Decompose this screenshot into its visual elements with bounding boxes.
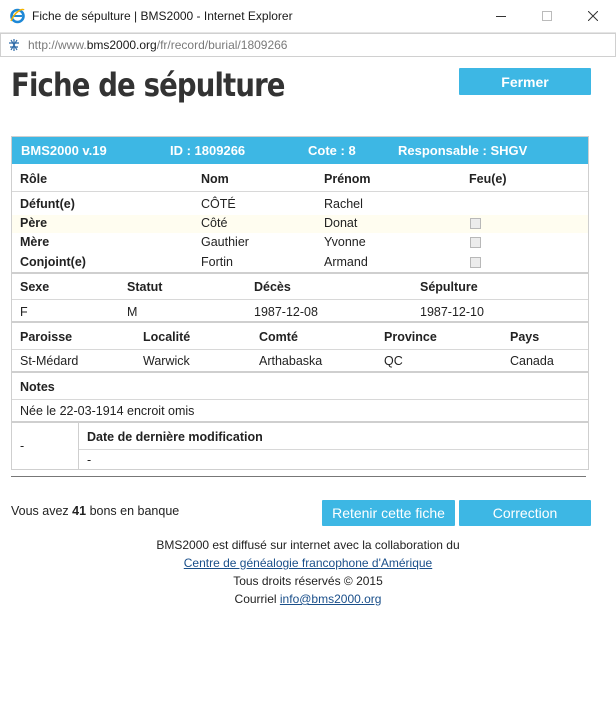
notes-label: Notes (20, 380, 55, 394)
divider (79, 449, 588, 450)
footer-rights: Tous droits réservés © 2015 (233, 574, 383, 588)
centre-link[interactable]: Centre de généalogie francophone d'Amérique (183, 556, 433, 570)
col-header-deces: Décès (254, 280, 291, 294)
window-titlebar (0, 0, 616, 33)
bank-suffix: bons en banque (89, 504, 180, 518)
section-divider (12, 321, 588, 323)
section-divider (12, 421, 588, 423)
record-id: ID : 1809266 (170, 143, 246, 158)
paroisse-value: St-Médard (20, 354, 79, 368)
role-conjoint: Conjoint(e) (20, 255, 86, 269)
col-header-sexe: Sexe (20, 280, 50, 294)
col-header-sepulture: Sépulture (420, 280, 478, 294)
col-header-province: Province (384, 330, 437, 344)
maximize-button[interactable] (524, 0, 570, 32)
maximize-icon (542, 11, 552, 21)
site-icon (6, 37, 22, 53)
feu-checkbox-conjoint (470, 257, 481, 268)
close-button[interactable]: Fermer (459, 68, 591, 95)
retain-record-button[interactable]: Retenir cette fiche (322, 500, 455, 526)
correction-button[interactable]: Correction (459, 500, 591, 526)
statut-value: M (127, 305, 138, 319)
divider (12, 349, 588, 350)
bank-count: 41 (72, 504, 87, 518)
modification-left-value: - (20, 439, 25, 453)
nom-conjoint: Fortin (201, 255, 233, 269)
record-header (12, 137, 588, 164)
col-header-role: Rôle (20, 172, 48, 186)
col-header-pays: Pays (510, 330, 540, 344)
modification-divider (78, 423, 79, 469)
close-window-button[interactable] (570, 0, 616, 32)
version-label: BMS2000 v.19 (21, 143, 107, 158)
prenom-pere: Donat (324, 216, 358, 230)
record-card (11, 136, 589, 470)
nom-pere: Côté (201, 216, 228, 230)
col-header-comte: Comté (259, 330, 298, 344)
window-title: Fiche de sépulture | BMS2000 - Internet Explorer (32, 9, 293, 23)
email-link[interactable]: info@bms2000.org (279, 592, 382, 606)
section-divider (12, 371, 588, 373)
nom-mere: Gauthier (201, 235, 249, 249)
divider (12, 299, 588, 300)
bank-prefix: Vous avez (11, 504, 69, 518)
prenom-defunt: Rachel (324, 197, 363, 211)
footer (0, 536, 616, 608)
address-bar[interactable] (0, 33, 616, 57)
divider (12, 191, 588, 192)
page-title: Fiche de sépulture (11, 66, 285, 104)
feu-checkbox-pere (470, 218, 481, 229)
section-divider (12, 272, 588, 274)
role-pere: Père (20, 216, 48, 230)
prenom-mere: Yvonne (324, 235, 366, 249)
col-header-statut: Statut (127, 280, 163, 294)
pays-value: Canada (510, 354, 554, 368)
cote-label: Cote : 8 (308, 143, 356, 158)
bank-status (11, 504, 179, 518)
address-url: http://www.bms2000.org/fr/record/burial/1809266 (28, 38, 288, 52)
col-header-feu: Feu(e) (469, 172, 507, 186)
col-header-paroisse: Paroisse (20, 330, 73, 344)
notes-text: Née le 22-03-1914 encroit omis (20, 404, 195, 418)
feu-checkbox-mere (470, 237, 481, 248)
prenom-conjoint: Armand (324, 255, 368, 269)
comte-value: Arthabaska (259, 354, 323, 368)
email-label: Courriel (234, 592, 277, 606)
pere-row-highlight (12, 215, 588, 233)
internet-explorer-icon (9, 7, 26, 24)
deces-value: 1987-12-08 (254, 305, 318, 319)
page-separator (11, 476, 586, 477)
footer-line1: BMS2000 est diffusé sur internet avec la collaboration du (156, 538, 460, 552)
col-header-localite: Localité (143, 330, 191, 344)
modification-label: Date de dernière modification (87, 430, 263, 444)
col-header-nom: Nom (201, 172, 229, 186)
minimize-button[interactable] (478, 0, 524, 32)
role-defunt: Défunt(e) (20, 197, 75, 211)
nom-defunt: CÔTÉ (201, 197, 236, 211)
divider (12, 399, 588, 400)
modification-value: - (87, 453, 92, 467)
localite-value: Warwick (143, 354, 190, 368)
province-value: QC (384, 354, 403, 368)
sexe-value: F (20, 305, 28, 319)
responsable-label: Responsable : SHGV (398, 143, 528, 158)
col-header-prenom: Prénom (324, 172, 371, 186)
sepulture-value: 1987-12-10 (420, 305, 484, 319)
minimize-icon (496, 11, 506, 21)
close-icon (588, 11, 598, 21)
role-mere: Mère (20, 235, 50, 249)
